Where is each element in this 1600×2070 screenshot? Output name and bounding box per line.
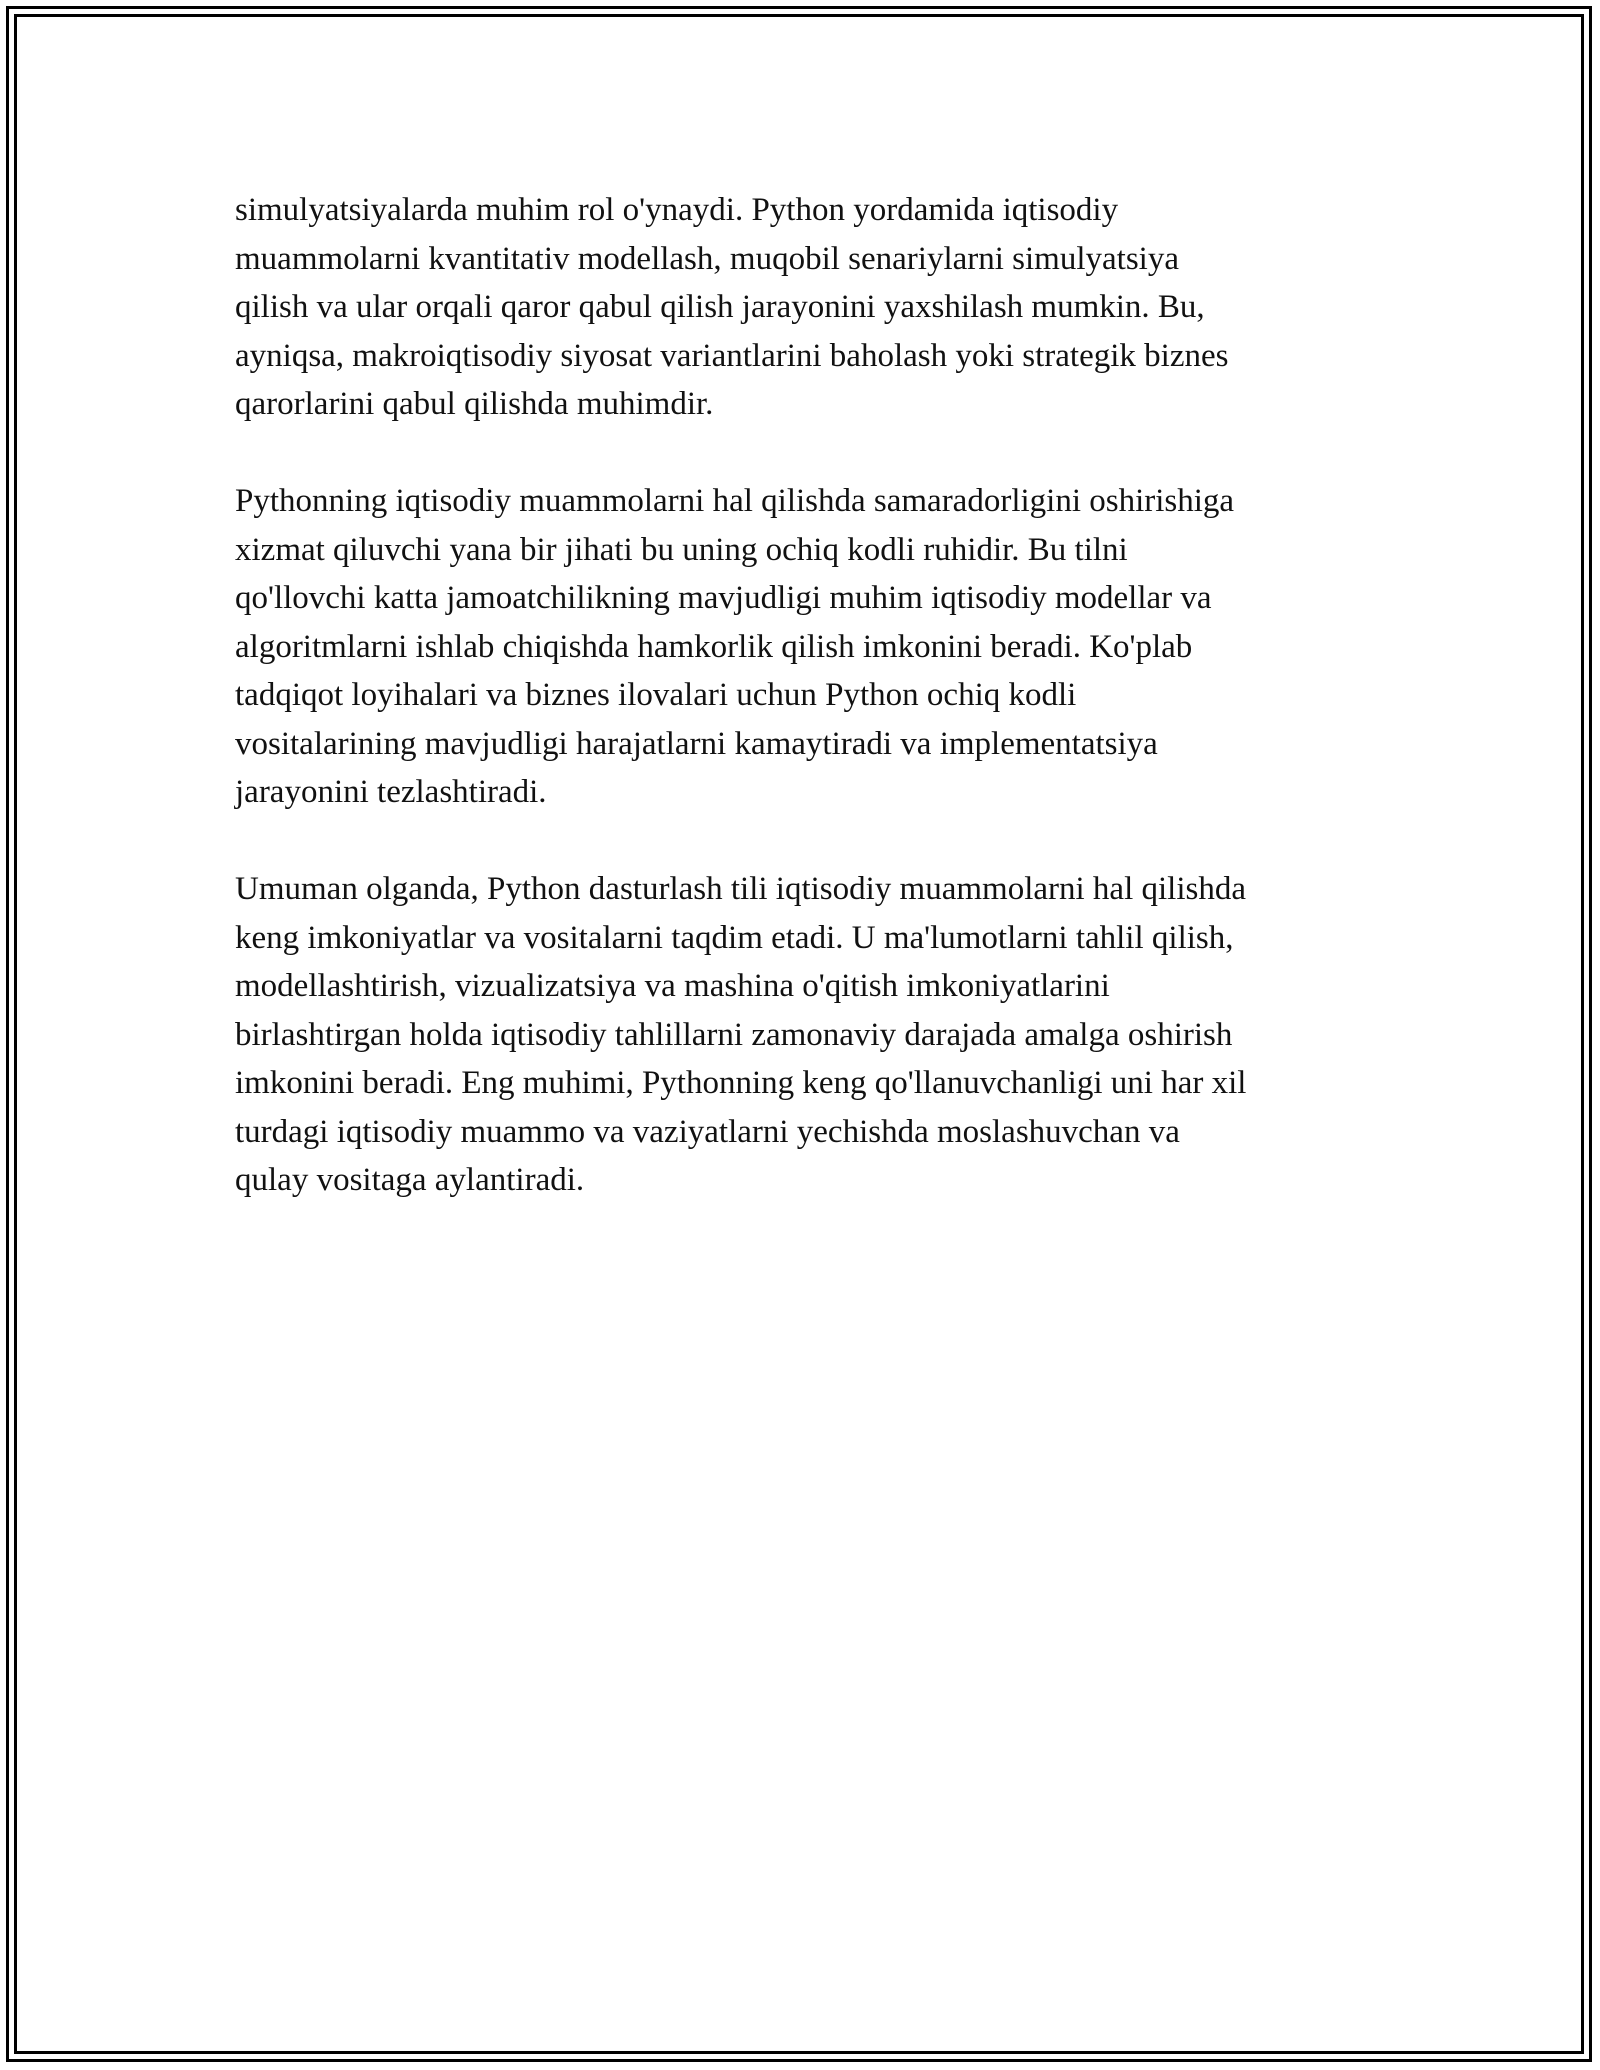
text-line: Pythonning iqtisodiy muammolarni hal qilishda samaradorligini oshirishiga (235, 483, 1235, 519)
text-line: jarayonini tezlashtiradi. (235, 774, 547, 810)
text-line: algoritmlarni ishlab chiqishda hamkorlik qilish imkonini beradi. Ko'plab (235, 628, 1193, 665)
document-body (235, 186, 1365, 1253)
text-line: qulay vositaga aylantiradi. (235, 1162, 585, 1198)
text-line: imkonini beradi. Eng muhimi, Pythonning keng qo'llanuvchanligi uni har xil (235, 1065, 1247, 1101)
text-line: birlashtirgan holda iqtisodiy tahlillarni zamonaviy darajada amalga oshirish (235, 1016, 1233, 1053)
text-line: xizmat qiluvchi yana bir jihati bu uning ochiq kodli ruhidir. Bu tilni (235, 531, 1128, 568)
text-line: qilish va ular orqali qaror qabul qilish jarayonini yaxshilash mumkin. Bu, (235, 289, 1205, 325)
text-line: qarorlarini qabul qilishda muhimdir. (235, 386, 714, 422)
text-line: vositalarining mavjudligi harajatlarni kamaytiradi va implementatsiya (235, 725, 1158, 762)
text-line: muammolarni kvantitativ modellash, muqobil senariylarni simulyatsiya (235, 240, 1179, 277)
text-line: qo'llovchi katta jamoatchilikning mavjudligi muhim iqtisodiy modellar va (235, 580, 1212, 616)
paragraph-simulation (235, 186, 1365, 429)
text-line: modellashtirish, vizualizatsiya va mashina o'qitish imkoniyatlarini (235, 968, 1110, 1004)
paragraph-conclusion (235, 865, 1365, 1205)
text-line: turdagi iqtisodiy muammo va vaziyatlarni yechishda moslashuvchan va (235, 1113, 1180, 1150)
paragraph-open-source (235, 477, 1365, 817)
text-line: ayniqsa, makroiqtisodiy siyosat variantlarini baholash yoki strategik biznes (235, 337, 1229, 374)
text-line: tadqiqot loyihalari va biznes ilovalari uchun Python ochiq kodli (235, 677, 1077, 713)
text-line: keng imkoniyatlar va vositalarni taqdim etadi. U ma'lumotlarni tahlil qilish, (235, 919, 1234, 956)
text-line: Umuman olganda, Python dasturlash tili iqtisodiy muammolarni hal qilishda (235, 871, 1246, 907)
text-line: simulyatsiyalarda muhim rol o'ynaydi. Python yordamida iqtisodiy (235, 192, 1119, 228)
